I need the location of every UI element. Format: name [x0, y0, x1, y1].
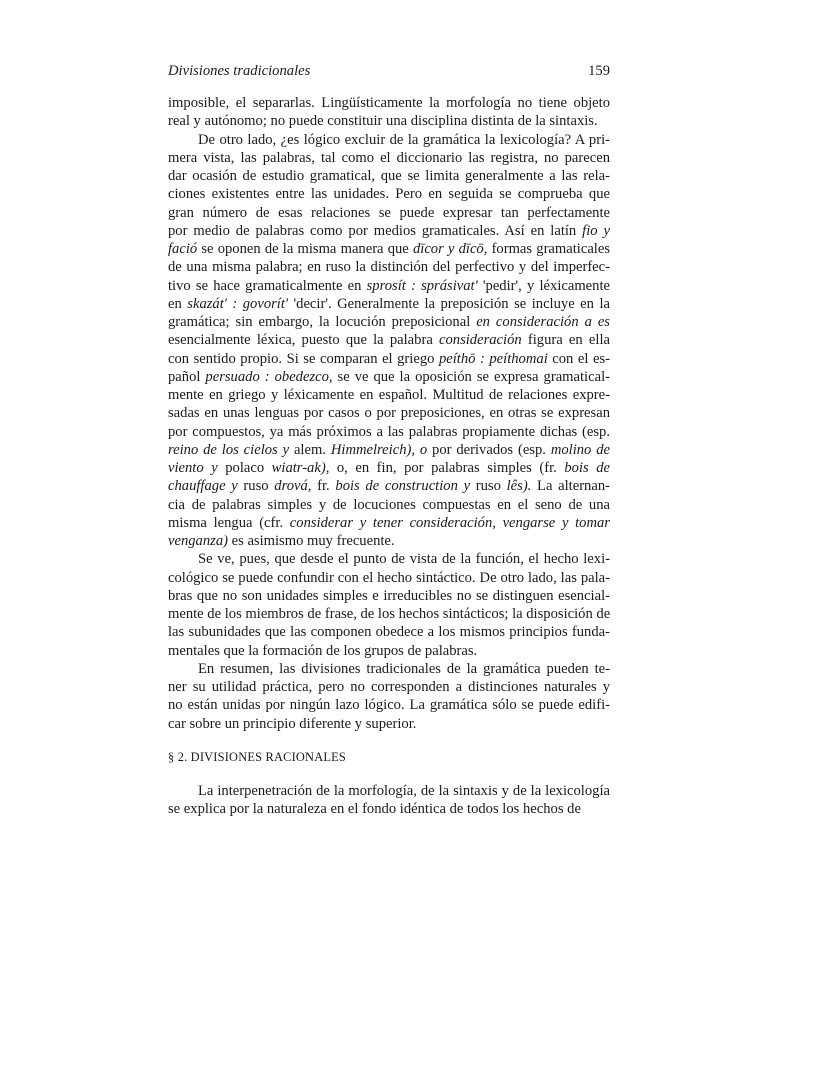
text-line	[168, 623, 610, 641]
text-line	[168, 514, 610, 532]
text-line	[168, 782, 610, 800]
text-run: figura en ella	[521, 332, 610, 349]
italic-term: chauffage y	[168, 478, 238, 495]
running-head	[168, 60, 610, 82]
text-run: mente en griego y léxicamente en español. Multitud de relaciones expre-	[168, 387, 610, 403]
text-run: ner su utilidad práctica, pero no corresponden a distinciones naturales y	[168, 679, 610, 695]
paragraph	[168, 660, 610, 733]
text-run: en	[168, 295, 188, 312]
paragraph	[168, 94, 610, 131]
italic-term: considerar y tener consideración, vengarse y tomar	[289, 514, 610, 531]
text-run: polaco	[217, 460, 272, 476]
text-run: o, en fin, por palabras simples (fr.	[329, 460, 565, 476]
text-run: no están unidas por ningún lazo lógico. La gramática sólo se puede edifi-	[168, 697, 610, 714]
italic-term: en consideración a es	[476, 314, 610, 330]
text-line	[168, 423, 610, 441]
paragraph	[168, 782, 610, 819]
text-line	[168, 496, 610, 514]
italic-term: reino de los cielos y	[168, 441, 290, 458]
text-line	[168, 277, 610, 295]
italic-term: sprosít : sprásivat'	[366, 277, 478, 294]
italic-term: Himmelreich), o	[330, 441, 428, 458]
text-line	[168, 149, 610, 167]
italic-term: fio y	[582, 222, 610, 239]
text-run: por derivados (esp.	[427, 441, 551, 458]
italic-term: molino de	[550, 441, 610, 458]
text-run: cológico se puede confundir con el hecho sintáctico. De otro lado, las pala-	[168, 569, 610, 586]
italic-term: skazát' : govorít'	[187, 295, 289, 312]
text-line	[168, 185, 610, 203]
text-run: se ve que la oposición se expresa gramatical-	[332, 368, 610, 385]
text-run: se explica por la naturaleza en el fondo idéntica de todos los hechos de	[168, 801, 581, 817]
text-run: mera vista, las palabras, tal como el diccionario las registra, no parecen	[168, 149, 610, 166]
italic-term: fació	[168, 241, 198, 257]
italic-term: drová,	[274, 478, 312, 495]
text-run: bras que no son unidades simples e irreducibles no se distinguen esencial-	[168, 587, 610, 604]
text-line	[168, 350, 610, 368]
text-line	[168, 532, 610, 550]
text-run: formas gramaticales	[487, 241, 611, 257]
italic-term: bois de	[564, 460, 610, 476]
text-line	[168, 605, 610, 623]
text-run: ciones existentes entre las unidades. Pero en seguida se comprueba que	[168, 186, 610, 203]
book-page	[168, 60, 610, 818]
page-number: 159	[588, 63, 610, 79]
text-run: gramática; sin embargo, la locución preposicional	[168, 314, 477, 330]
section-heading: § 2. DIVISIONES RACIONALES	[168, 749, 346, 764]
text-run: fr.	[311, 478, 336, 495]
text-line	[168, 477, 610, 495]
text-line	[168, 386, 610, 404]
text-run: dar ocasión de estudio gramatical, que se limita generalmente a las rela-	[168, 168, 610, 184]
italic-term: dīcor y dīcō,	[412, 241, 488, 257]
text-line	[168, 222, 610, 240]
text-run: es asimismo muy frecuente.	[227, 533, 395, 549]
text-run: La interpenetración de la morfología, de la sintaxis y de la lexicología	[198, 782, 610, 799]
text-line	[168, 331, 610, 349]
text-line	[168, 240, 610, 258]
text-line	[168, 800, 610, 818]
text-run: mentales que la formación de los grupos de palabras.	[168, 642, 478, 659]
text-line	[168, 167, 610, 185]
text-line	[168, 441, 610, 459]
text-run: sadas en unas lenguas por casos o por preposiciones, en otras se expresan	[168, 405, 610, 422]
text-run: imposible, el separarlas. Lingüísticamente la morfología no tiene objeto	[168, 95, 610, 111]
text-run: pañol	[168, 368, 206, 385]
text-line	[168, 131, 610, 149]
text-line	[168, 587, 610, 605]
text-run: ruso	[237, 478, 275, 495]
text-run: gran número de esas relaciones se puede expresar tan perfectamente	[168, 204, 610, 221]
text-run: de una misma palabra; en ruso la distinción del perfectivo y del imperfec-	[168, 259, 610, 276]
text-line	[168, 258, 610, 276]
italic-term: wiatr-ak),	[271, 460, 330, 476]
italic-term: peíthō : peíthomai	[438, 350, 548, 367]
text-run: se oponen de la misma manera que	[197, 241, 413, 257]
italic-term: lês).	[506, 478, 532, 495]
text-line	[168, 368, 610, 386]
text-line	[168, 112, 610, 130]
text-run: por medio de palabras como por medios gramaticales. Así en latín	[168, 222, 583, 239]
text-line	[168, 678, 610, 696]
text-line	[168, 459, 610, 477]
text-line	[168, 642, 610, 660]
text-run: con sentido propio. Si se comparan el griego	[168, 350, 439, 367]
text-line	[168, 204, 610, 222]
italic-term: bois de construction y	[335, 478, 471, 495]
text-line	[168, 404, 610, 422]
text-line	[168, 94, 610, 112]
section-body-text	[168, 782, 610, 819]
text-run: car sobre un principio diferente y superior.	[168, 715, 417, 732]
text-line	[168, 550, 610, 568]
text-line	[168, 696, 610, 714]
text-run: En resumen, las divisiones tradicionales de la gramática pueden te-	[198, 660, 610, 677]
text-line	[168, 660, 610, 678]
italic-term: persuado : obedezco,	[205, 368, 333, 385]
text-run: 'decir'. Generalmente la preposición se incluye en la	[288, 295, 610, 312]
text-run: esencialmente léxica, puesto que la palabra	[168, 332, 439, 349]
text-run: las subunidades que las componen obedece a los mismos principios funda-	[168, 624, 610, 641]
text-run: La alternan-	[531, 478, 610, 495]
text-run: ruso	[470, 478, 507, 495]
text-line	[168, 313, 610, 331]
text-run: cia de palabras simples y de locuciones compuestas en el seno de una	[168, 496, 610, 513]
body-text	[168, 94, 610, 733]
paragraph	[168, 131, 610, 551]
italic-term: venganza)	[168, 533, 228, 549]
italic-term: consideración	[439, 332, 522, 349]
text-line	[168, 715, 610, 733]
text-run: De otro lado, ¿es lógico excluir de la gramática la lexicología? A pri-	[198, 131, 610, 148]
text-run: misma lengua (cfr.	[168, 514, 290, 531]
italic-term: viento y	[168, 460, 218, 476]
running-head-title: Divisiones tradicionales	[168, 63, 311, 79]
text-run: 'pedir', y léxicamente	[477, 277, 610, 294]
text-run: por compuestos, ya más próximos a las palabras propiamente dichas (esp.	[168, 423, 610, 440]
text-run: con el es-	[547, 350, 610, 367]
text-run: Se ve, pues, que desde el punto de vista de la función, el hecho lexi-	[198, 551, 610, 568]
text-line	[168, 295, 610, 313]
text-run: real y autónomo; no puede constituir una disciplina distinta de la sintaxis.	[168, 113, 598, 130]
paragraph	[168, 550, 610, 660]
text-run: alem.	[289, 441, 331, 458]
text-run: tivo se hace gramaticalmente en	[168, 277, 367, 294]
text-run: mente de los miembros de frase, de los hechos sintácticos; la disposición de	[168, 606, 611, 622]
text-line	[168, 569, 610, 587]
